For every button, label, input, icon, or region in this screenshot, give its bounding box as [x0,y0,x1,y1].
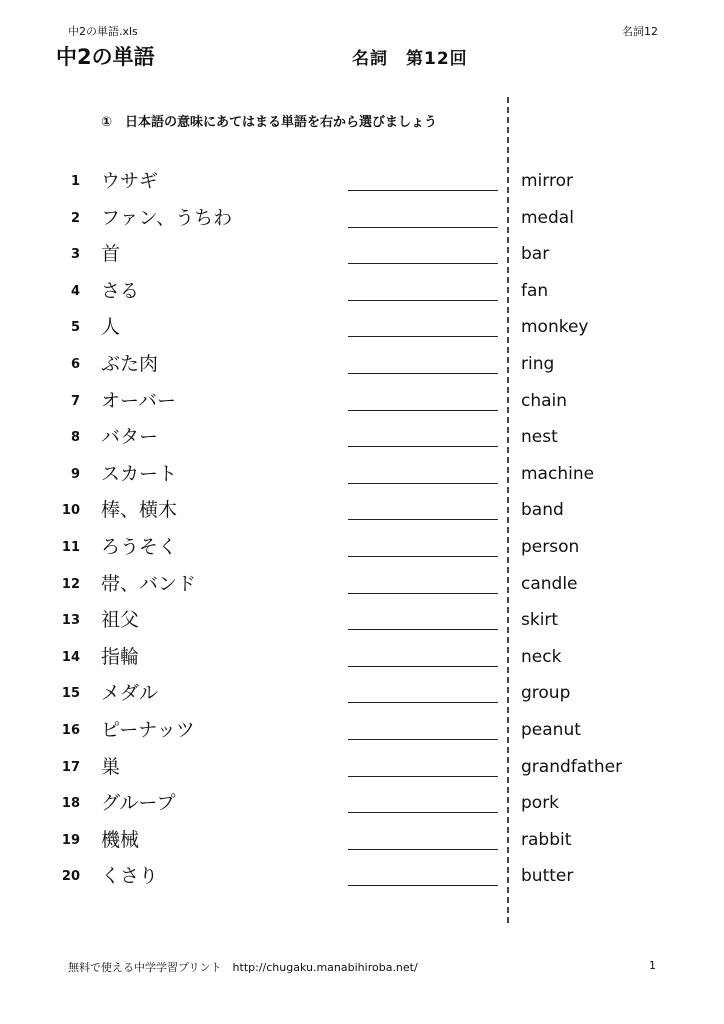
word-bank-item: band [521,500,564,521]
question-row [0,491,724,528]
answer-blank[interactable] [348,410,498,411]
question-number: 1 [70,174,80,189]
answer-blank[interactable] [348,812,498,813]
question-row [0,308,724,345]
word-bank-item: mirror [521,171,573,191]
question-row [0,162,724,199]
japanese-meaning: 機械 [101,828,140,851]
answer-blank[interactable] [348,593,498,594]
sheet-code: 名詞12 [622,25,658,38]
japanese-meaning: 人 [101,316,121,339]
answer-blank[interactable] [348,702,498,703]
answer-blank[interactable] [348,300,498,301]
word-bank-item: group [521,683,571,704]
japanese-meaning: さる [101,279,140,302]
question-number: 12 [61,576,80,592]
word-bank-item: pork [521,793,560,814]
question-number: 20 [61,869,80,885]
japanese-meaning: 祖父 [101,609,140,632]
japanese-meaning: グループ [101,792,176,815]
japanese-meaning: ウサギ [101,170,159,192]
question-row [0,418,724,455]
answer-blank[interactable] [348,227,498,228]
answer-blank[interactable] [348,373,498,374]
japanese-meaning: ぶた肉 [101,352,159,375]
japanese-meaning: バター [101,426,159,449]
question-number: 11 [61,539,80,555]
question-number: 7 [70,393,80,409]
footer-text: 無料で使える中学学習プリント http://chugaku.manabihiroba.net/ [68,961,418,974]
question-number: 18 [61,796,80,812]
question-row [0,272,724,309]
question-number: 13 [61,613,80,629]
word-bank-item: chain [521,390,568,411]
answer-blank[interactable] [348,519,498,520]
question-row [0,235,724,272]
question-number: 6 [70,356,80,372]
answer-blank[interactable] [348,629,498,630]
page-number: 1 [649,959,656,972]
japanese-meaning: 巣 [101,755,121,778]
question-row [0,821,724,858]
japanese-meaning: くさり [101,865,159,888]
question-list [0,162,724,894]
page-title: 中2の単語 [56,45,155,69]
word-bank-item: rabbit [521,829,572,850]
word-bank-item: machine [521,463,595,484]
word-bank-item: peanut [521,719,581,740]
file-name: 中2の単語.xls [68,25,138,38]
japanese-meaning: オーバー [101,389,177,412]
question-row [0,638,724,675]
question-row [0,345,724,382]
question-number: 8 [70,430,80,446]
answer-blank[interactable] [348,776,498,777]
word-bank-item: butter [521,866,574,887]
word-bank-item: medal [521,207,574,228]
answer-blank[interactable] [348,885,498,886]
word-bank-item: ring [521,353,555,374]
answer-blank[interactable] [348,263,498,264]
answer-blank[interactable] [348,666,498,667]
word-bank-item: monkey [521,317,589,338]
japanese-meaning: 首 [101,243,121,266]
japanese-meaning: メダル [101,682,159,705]
japanese-meaning: 指輪 [101,645,140,668]
japanese-meaning: 帯、バンド [101,572,197,595]
question-row [0,455,724,492]
question-number: 19 [61,832,80,848]
question-row [0,382,724,419]
question-number: 14 [61,649,80,665]
word-bank-item: fan [521,280,549,301]
question-row [0,674,724,711]
answer-blank[interactable] [348,336,498,337]
question-number: 3 [70,247,80,263]
question-number: 4 [70,283,80,299]
question-row [0,528,724,565]
word-bank-item: neck [521,646,562,667]
word-bank-item: nest [521,427,558,448]
japanese-meaning: 棒、横木 [101,499,178,522]
japanese-meaning: スカート [101,462,178,485]
question-row [0,565,724,602]
answer-blank[interactable] [348,556,498,557]
question-row [0,748,724,785]
word-bank-item: bar [521,244,550,265]
question-row [0,711,724,748]
word-bank-item: grandfather [521,756,623,777]
answer-blank[interactable] [348,483,498,484]
page-subtitle: 名詞 第12回 [352,49,468,69]
word-bank-item: candle [521,573,578,594]
answer-blank[interactable] [348,190,498,191]
answer-blank[interactable] [348,446,498,447]
japanese-meaning: ろうそく [101,535,178,558]
instruction-text: ① 日本語の意味にあてはまる単語を右から選びましょう [101,115,438,130]
question-row [0,601,724,638]
question-number: 5 [70,320,80,336]
word-bank-item: person [521,536,580,557]
question-row [0,784,724,821]
answer-blank[interactable] [348,739,498,740]
question-number: 17 [61,759,80,775]
japanese-meaning: ファン、うちわ [101,206,233,229]
question-number: 16 [61,722,80,738]
question-number: 15 [61,686,80,702]
question-number: 10 [61,503,80,519]
question-number: 9 [70,466,80,482]
question-row [0,857,724,894]
japanese-meaning: ピーナッツ [101,718,195,741]
question-number: 2 [70,210,80,226]
question-row [0,199,724,236]
answer-blank[interactable] [348,849,498,850]
word-bank-item: skirt [521,610,559,631]
